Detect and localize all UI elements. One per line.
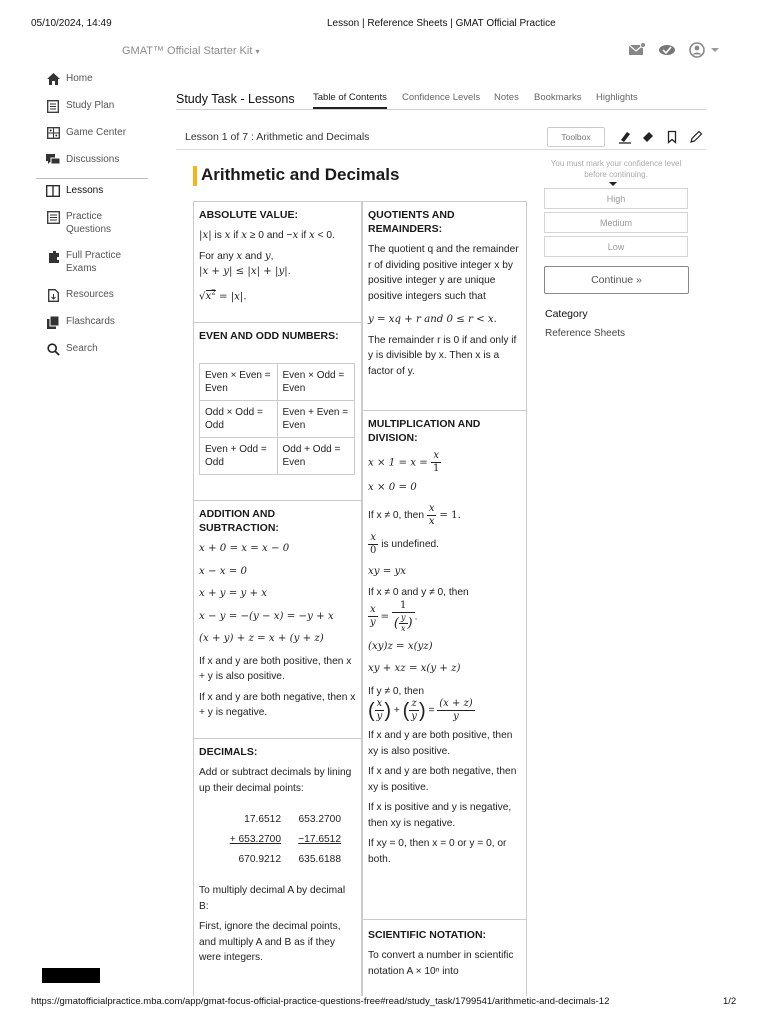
page-title: Study Task - Lessons bbox=[176, 92, 295, 106]
equation: x + y = y + x bbox=[199, 588, 268, 599]
decimals-section bbox=[194, 739, 361, 975]
self-division: If x ≠ 0, then $\frac{x}{x}$ = 1. bbox=[368, 502, 461, 527]
sidebar-item-label: Search bbox=[66, 343, 98, 354]
lessons-icon bbox=[46, 184, 60, 198]
user-menu[interactable] bbox=[689, 42, 723, 63]
table-cell: Even × Odd = Even bbox=[277, 364, 355, 401]
equation: x − x = 0 bbox=[199, 565, 247, 577]
print-title: Lesson | Reference Sheets | GMAT Official Practice bbox=[327, 18, 556, 29]
table-cell: Even × Even = Even bbox=[200, 364, 278, 401]
practice-questions-icon bbox=[46, 210, 60, 224]
equation: (x + y) + z = x + (y + z) bbox=[199, 633, 324, 644]
paragraph: If x and y are both positive, then xy is also positive. bbox=[368, 730, 513, 757]
paragraph: If x and y are both positive, then x + y is also positive. bbox=[199, 655, 352, 682]
right-column bbox=[362, 201, 527, 996]
sidebar-item-label: Game Center bbox=[66, 127, 127, 138]
sidebar-item-resources[interactable] bbox=[46, 288, 114, 302]
equation: x + 0 = x = x − 0 bbox=[199, 543, 290, 554]
paragraph: The remainder r is 0 if and only if y is divisible by x. Then x is a factor of y. bbox=[368, 334, 517, 377]
category-value: Reference Sheets bbox=[545, 328, 626, 339]
zero-division: $\frac{x}{0}$ is undefined. bbox=[370, 531, 439, 556]
sidebar-item-label: Study Plan bbox=[66, 100, 115, 111]
equation: x − y = −(y − x) = −y + x bbox=[199, 610, 334, 622]
sidebar-item-full-practice-exams[interactable] bbox=[46, 249, 136, 275]
search-icon bbox=[46, 342, 60, 356]
equation: xy + xz = x(y + z) bbox=[368, 663, 461, 674]
print-url: https://gmatofficialpractice.mba.com/app/gmat-focus-official-practice-questions-free#read/study_task/1799541/arithmetic-and-decimals-12 bbox=[31, 996, 610, 1007]
checkmark-cloud-icon[interactable] bbox=[658, 42, 676, 61]
paragraph: Add or subtract decimals by lining up their decimal points: bbox=[199, 767, 352, 794]
sidebar-item-study-plan[interactable] bbox=[46, 99, 114, 113]
sidebar-item-label: Resources bbox=[66, 289, 114, 300]
decimal-value: 635.6188 bbox=[298, 854, 341, 865]
addition-section bbox=[194, 501, 361, 739]
pencil-icon[interactable] bbox=[689, 130, 703, 144]
sidebar-item-label: Discussions bbox=[66, 154, 120, 165]
sidebar-item-flashcards[interactable] bbox=[46, 315, 115, 329]
section-title: ABSOLUTE VALUE: bbox=[199, 209, 298, 221]
table-cell: Odd + Odd = Even bbox=[277, 438, 355, 475]
fraction-sum-equation: ( $\frac{x}{y}$ ) + ( $\frac{z}{y}$ ) = $\frac{(x + z)}{y}$ bbox=[368, 698, 473, 722]
tab-notes[interactable]: Notes bbox=[494, 92, 519, 103]
decimal-value: 670.9212 bbox=[238, 854, 281, 865]
scientific-section bbox=[363, 920, 526, 988]
sidebar-item-lessons[interactable] bbox=[46, 184, 103, 198]
game-center-icon bbox=[46, 126, 60, 140]
tab-confidence-levels[interactable]: Confidence Levels bbox=[402, 92, 481, 103]
even-odd-section bbox=[194, 323, 361, 501]
tab-table-of-contents[interactable]: Table of Contents bbox=[313, 92, 387, 109]
decimal-value: 653.2700 bbox=[298, 814, 341, 825]
decimal-value: −17.6512 bbox=[298, 834, 341, 845]
sidebar-item-discussions[interactable] bbox=[46, 153, 119, 167]
reciprocal-equation: $\frac{x}{y}$ = 1 ( $\frac{y}{x}$ ) . bbox=[370, 599, 418, 633]
active-divider bbox=[36, 178, 148, 179]
print-date: 05/10/2024, 14:49 bbox=[31, 18, 112, 29]
paragraph: If xy = 0, then x = 0 or y = 0, or both. bbox=[368, 838, 507, 865]
equation: y = xq + r and 0 ≤ r < x. bbox=[368, 314, 497, 325]
brand-title[interactable]: GMAT™ Official Starter Kit ▾ bbox=[122, 45, 260, 57]
paragraph: If x and y are both negative, then xy is positive. bbox=[368, 766, 517, 793]
decimal-value: 17.6512 bbox=[244, 814, 281, 825]
abs-triangle: For any x and y, |x + y| ≤ |x| + |y|. bbox=[199, 250, 291, 277]
study-plan-icon bbox=[46, 99, 60, 113]
sidebar-item-home[interactable] bbox=[46, 72, 93, 86]
lesson-progress: Lesson 1 of 7 : Arithmetic and Decimals bbox=[185, 131, 370, 143]
mail-icon[interactable] bbox=[628, 42, 646, 61]
absolute-value-section bbox=[194, 202, 361, 323]
sidebar-item-practice-questions[interactable] bbox=[46, 210, 136, 236]
paragraph: To convert a number in scientific notation A × 10ⁿ into bbox=[368, 950, 514, 977]
sidebar-item-label: Practice Questions bbox=[66, 211, 112, 235]
paragraph: First, ignore the decimal points, and multiply A and B as if they were integers. bbox=[199, 921, 341, 963]
paragraph: If x ≠ 0 and y ≠ 0, then bbox=[368, 587, 469, 598]
paragraph: If y ≠ 0, then bbox=[368, 685, 424, 697]
confidence-medium-button[interactable]: Medium bbox=[544, 212, 688, 233]
equation: xy = yx bbox=[368, 565, 407, 577]
section-title: EVEN AND ODD NUMBERS: bbox=[199, 330, 339, 342]
table-cell: Even + Even = Even bbox=[277, 401, 355, 438]
equation: (xy)z = x(yz) bbox=[368, 640, 433, 652]
print-page-number: 1/2 bbox=[723, 996, 737, 1007]
paragraph: If x and y are both negative, then x + y is negative. bbox=[199, 691, 356, 718]
decimal-example bbox=[205, 814, 356, 865]
flashcards-icon bbox=[46, 315, 60, 329]
confidence-message: You must mark your confidence level before continuing. bbox=[550, 159, 682, 179]
exams-icon bbox=[46, 249, 60, 263]
paragraph: To multiply decimal A by decimal B: bbox=[199, 885, 346, 912]
redaction-block bbox=[42, 968, 100, 983]
sidebar-item-label: Flashcards bbox=[66, 316, 115, 327]
section-title: MULTIPLICATION AND DIVISION: bbox=[368, 418, 481, 444]
home-icon bbox=[46, 72, 60, 86]
heading-accent bbox=[193, 166, 197, 186]
identity-equation: x × 1 = x = $\frac{x}{1}$ bbox=[368, 450, 440, 474]
sidebar-item-label: Full Practice Exams bbox=[66, 250, 122, 274]
abs-sqrt: $√x^2 = |x|$. bbox=[199, 288, 247, 302]
eraser-icon[interactable] bbox=[641, 130, 655, 144]
sidebar-item-label: Lessons bbox=[66, 185, 104, 196]
continue-button[interactable]: Continue » bbox=[544, 266, 689, 294]
table-cell: Even + Odd = Odd bbox=[200, 438, 278, 475]
toolbox-button[interactable]: Toolbox bbox=[547, 127, 605, 147]
discussions-icon bbox=[46, 153, 60, 167]
left-column bbox=[193, 201, 362, 996]
chevron-down-icon bbox=[609, 182, 617, 186]
lesson-heading: Arithmetic and Decimals bbox=[201, 165, 400, 184]
tab-highlights[interactable]: Highlights bbox=[596, 92, 638, 103]
abs-def: |x| is x if x ≥ 0 and −x if x < 0. bbox=[199, 230, 335, 241]
paragraph: If x is positive and y is negative, then xy is negative. bbox=[368, 802, 512, 829]
tab-divider bbox=[176, 109, 706, 110]
sidebar-item-label: Home bbox=[66, 73, 93, 84]
section-title: SCIENTIFIC NOTATION: bbox=[368, 929, 487, 941]
multiplication-section bbox=[363, 411, 526, 920]
tab-bookmarks[interactable]: Bookmarks bbox=[534, 92, 582, 103]
section-title: ADDITION AND SUBTRACTION: bbox=[199, 508, 279, 534]
even-odd-table bbox=[199, 363, 355, 475]
paragraph: The quotient q and the remainder r of dividing positive integer x by positive integer y are unique positive integers such that bbox=[368, 244, 519, 302]
section-title: DECIMALS: bbox=[199, 746, 258, 758]
decimal-value: + 653.2700 bbox=[229, 834, 281, 845]
bookmark-icon[interactable] bbox=[665, 130, 679, 144]
equation: x × 0 = 0 bbox=[368, 482, 417, 493]
sidebar-item-game-center[interactable] bbox=[46, 126, 126, 140]
confidence-low-button[interactable]: Low bbox=[544, 236, 688, 257]
table-cell: Odd × Odd = Odd bbox=[200, 401, 278, 438]
section-title: QUOTIENTS AND REMAINDERS: bbox=[368, 209, 455, 235]
highlighter-icon[interactable] bbox=[618, 130, 632, 144]
resources-icon bbox=[46, 288, 60, 302]
sidebar-item-search[interactable] bbox=[46, 342, 98, 356]
confidence-high-button[interactable]: High bbox=[544, 188, 688, 209]
category-label: Category bbox=[545, 308, 588, 320]
quotients-section bbox=[363, 202, 526, 411]
